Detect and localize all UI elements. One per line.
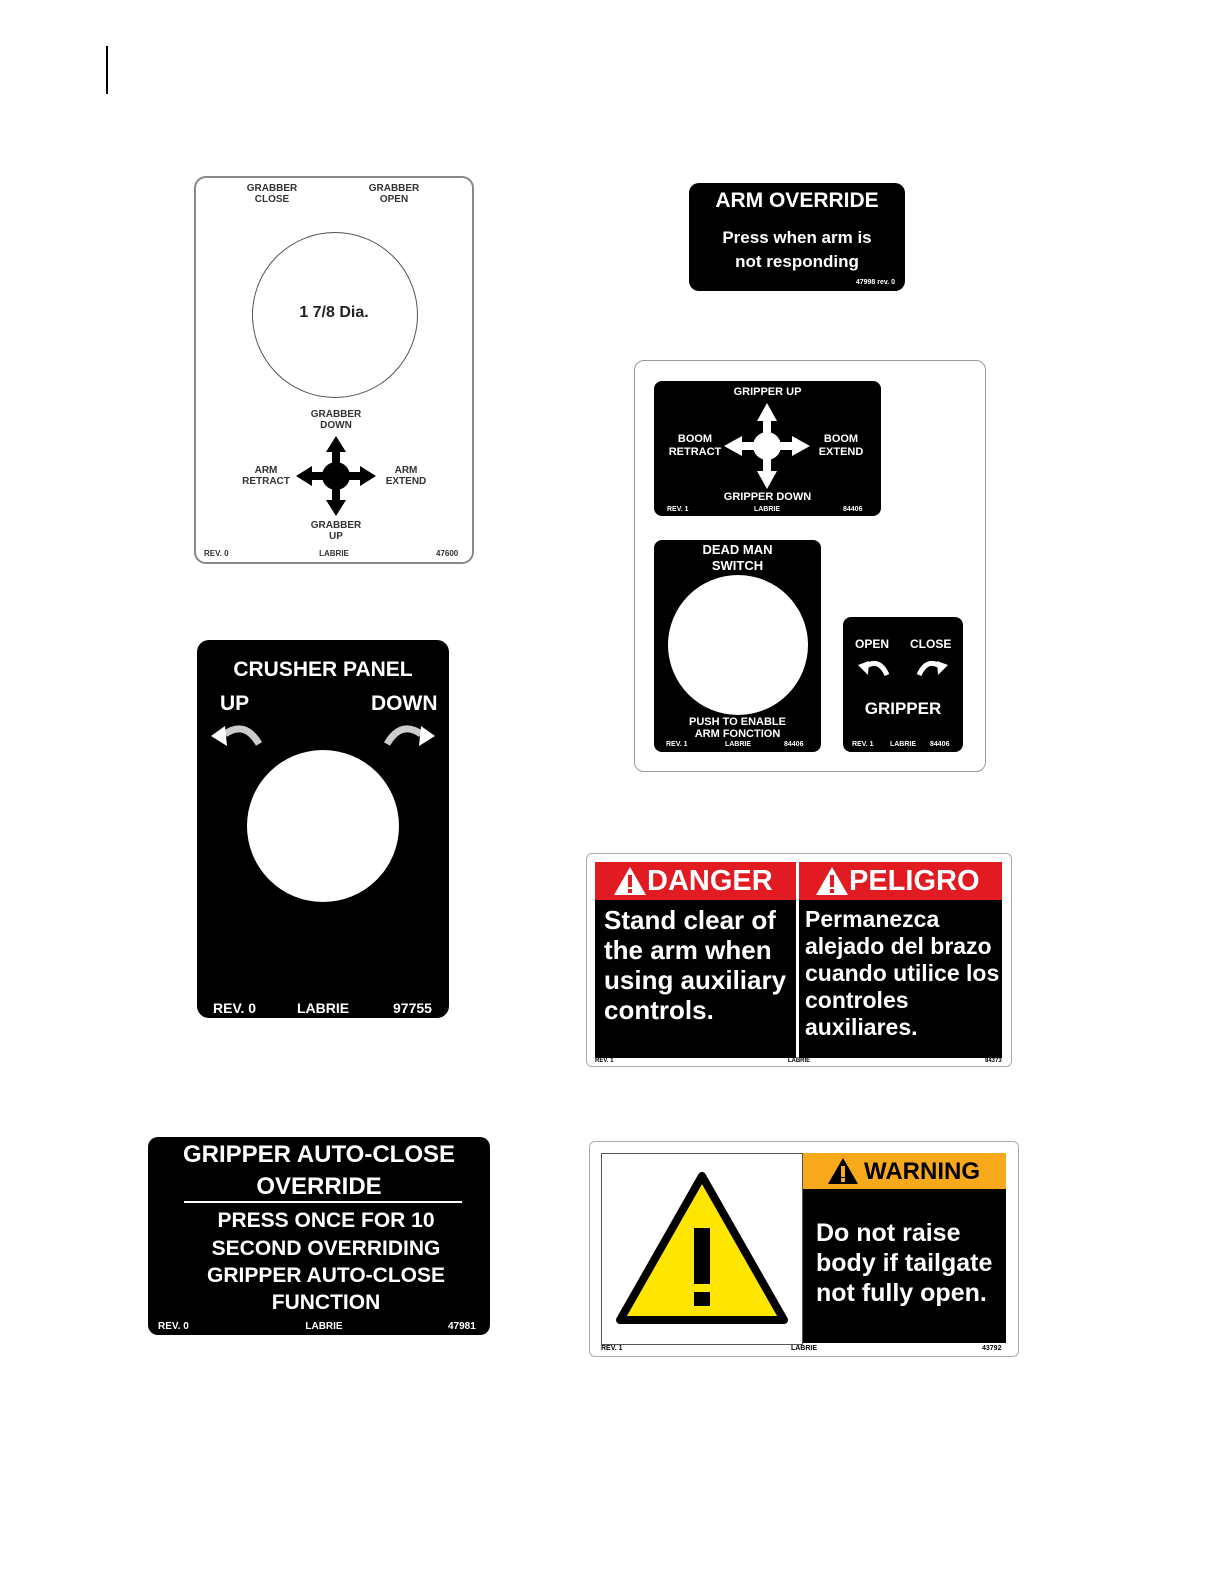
- alert-triangle-icon: [613, 866, 647, 896]
- brand-label: LABRIE: [296, 1000, 350, 1016]
- four-way-arrow-icon: [722, 401, 812, 491]
- boom-extend-label: BOOM EXTEND: [818, 433, 864, 458]
- open-label: OPEN: [855, 637, 890, 651]
- diameter-label: 1 7/8 Dia.: [299, 304, 369, 321]
- switch-hole: [668, 575, 808, 715]
- four-way-arrow-icon: [294, 434, 378, 518]
- boom-retract-label: BOOM RETRACT: [668, 433, 722, 458]
- down-label: DOWN: [371, 692, 438, 715]
- rev-label: REV. 0: [213, 1000, 257, 1016]
- rotate-right-arrow-icon: [381, 718, 437, 750]
- rev-label: REV. 1: [666, 741, 688, 748]
- crusher-title: CRUSHER PANEL: [233, 658, 413, 681]
- up-label: UP: [220, 692, 250, 715]
- rotate-right-arrow-icon: [913, 655, 951, 679]
- switch-hole: [247, 750, 399, 902]
- gripper-open-close-decal: [843, 617, 963, 752]
- rotate-left-arrow-icon: [855, 655, 893, 679]
- danger-text-es: Permanezca alejado del brazo cuando utilice los controles auxiliares.: [805, 906, 1000, 1040]
- gripper-up-label: GRIPPER UP: [733, 386, 802, 398]
- warning-header-text: WARNING: [864, 1158, 980, 1185]
- rotate-left-arrow-icon: [209, 718, 265, 750]
- brand-label: LABRIE: [724, 741, 752, 748]
- gripper-title: GRIPPER: [864, 699, 942, 718]
- grabber-open-label: GRABBER OPEN: [368, 183, 420, 205]
- part-number: 84406: [843, 506, 863, 513]
- push-to-enable-label: PUSH TO ENABLE ARM FONCTION: [689, 716, 786, 740]
- brand-label: LABRIE: [787, 1058, 811, 1064]
- arm-retract-label: ARM RETRACT: [242, 465, 290, 487]
- auto-close-body-4: FUNCTION: [271, 1291, 381, 1314]
- part-number: 47998 rev. 0: [855, 279, 895, 286]
- peligro-header: [799, 862, 1002, 900]
- danger-text-en: Stand clear of the arm when using auxiliary controls.: [604, 905, 787, 1025]
- alert-triangle-icon: [827, 1157, 859, 1185]
- gripper-direction-decal: [654, 381, 881, 516]
- arm-override-line2: not responding: [735, 252, 859, 271]
- brand-label: LABRIE: [889, 741, 917, 748]
- part-number: 47600: [436, 549, 459, 558]
- dead-man-title: DEAD MAN SWITCH: [702, 542, 773, 573]
- brand-label: LABRIE: [319, 549, 349, 558]
- grabber-decal: [194, 176, 474, 564]
- danger-decal: [586, 853, 1012, 1067]
- auto-close-body-2: SECOND OVERRIDING: [211, 1237, 441, 1260]
- arm-override-title: ARM OVERRIDE: [715, 189, 879, 212]
- warning-line1: Do not raise: [816, 1219, 961, 1247]
- part-number: 84406: [930, 741, 950, 748]
- part-number: 47981: [448, 1321, 476, 1332]
- rev-label: REV. 1: [595, 1058, 614, 1064]
- rev-label: REV. 0: [204, 549, 229, 558]
- auto-close-title-2: OVERRIDE: [256, 1173, 382, 1200]
- warning-decal: [589, 1141, 1019, 1357]
- brand-label: LABRIE: [753, 506, 781, 513]
- arm-override-line1: Press when arm is: [722, 228, 872, 247]
- rev-label: REV. 1: [601, 1345, 623, 1352]
- exclamation-triangle-icon: [614, 1170, 790, 1328]
- arm-override-decal: [689, 183, 905, 291]
- margin-bar: [106, 46, 108, 94]
- warning-header: [803, 1153, 1006, 1189]
- rev-label: REV. 1: [852, 741, 874, 748]
- grabber-down-label: GRABBER DOWN: [310, 409, 362, 431]
- auto-close-title-1: GRIPPER AUTO-CLOSE: [182, 1141, 456, 1168]
- alert-triangle-icon: [815, 866, 849, 896]
- gripper-down-label: GRIPPER DOWN: [723, 491, 812, 503]
- danger-header-text: DANGER: [647, 865, 773, 897]
- danger-spanish-panel: [799, 862, 1002, 1058]
- auto-close-body-3: GRIPPER AUTO-CLOSE: [206, 1264, 446, 1287]
- dead-man-switch-decal: [654, 540, 821, 752]
- brand-label: LABRIE: [790, 1345, 818, 1352]
- part-number: 43792: [982, 1345, 1002, 1352]
- rev-label: REV. 1: [667, 506, 689, 513]
- rev-label: REV. 0: [158, 1321, 189, 1332]
- grabber-up-label: GRABBER UP: [310, 520, 362, 542]
- divider: [184, 1201, 462, 1203]
- brand-label: LABRIE: [305, 1321, 343, 1332]
- part-number: 97755: [393, 1000, 432, 1016]
- danger-english-panel: [595, 862, 796, 1058]
- grabber-close-label: GRABBER CLOSE: [246, 183, 298, 205]
- warning-line2: body if tailgate: [816, 1249, 993, 1277]
- arm-extend-label: ARM EXTEND: [385, 465, 427, 487]
- warning-line3: not fully open.: [816, 1279, 987, 1307]
- warning-pictogram-panel: [601, 1153, 803, 1345]
- auto-close-body-1: PRESS ONCE FOR 10: [217, 1209, 435, 1232]
- danger-header: [595, 862, 796, 900]
- part-number: 84406: [784, 741, 804, 748]
- peligro-header-text: PELIGRO: [849, 865, 980, 897]
- gripper-auto-close-decal: [148, 1137, 490, 1335]
- part-number: 84373: [985, 1058, 1002, 1064]
- close-label: CLOSE: [910, 637, 952, 651]
- crusher-panel-decal: [197, 640, 449, 1018]
- warning-text-panel: [803, 1153, 1006, 1343]
